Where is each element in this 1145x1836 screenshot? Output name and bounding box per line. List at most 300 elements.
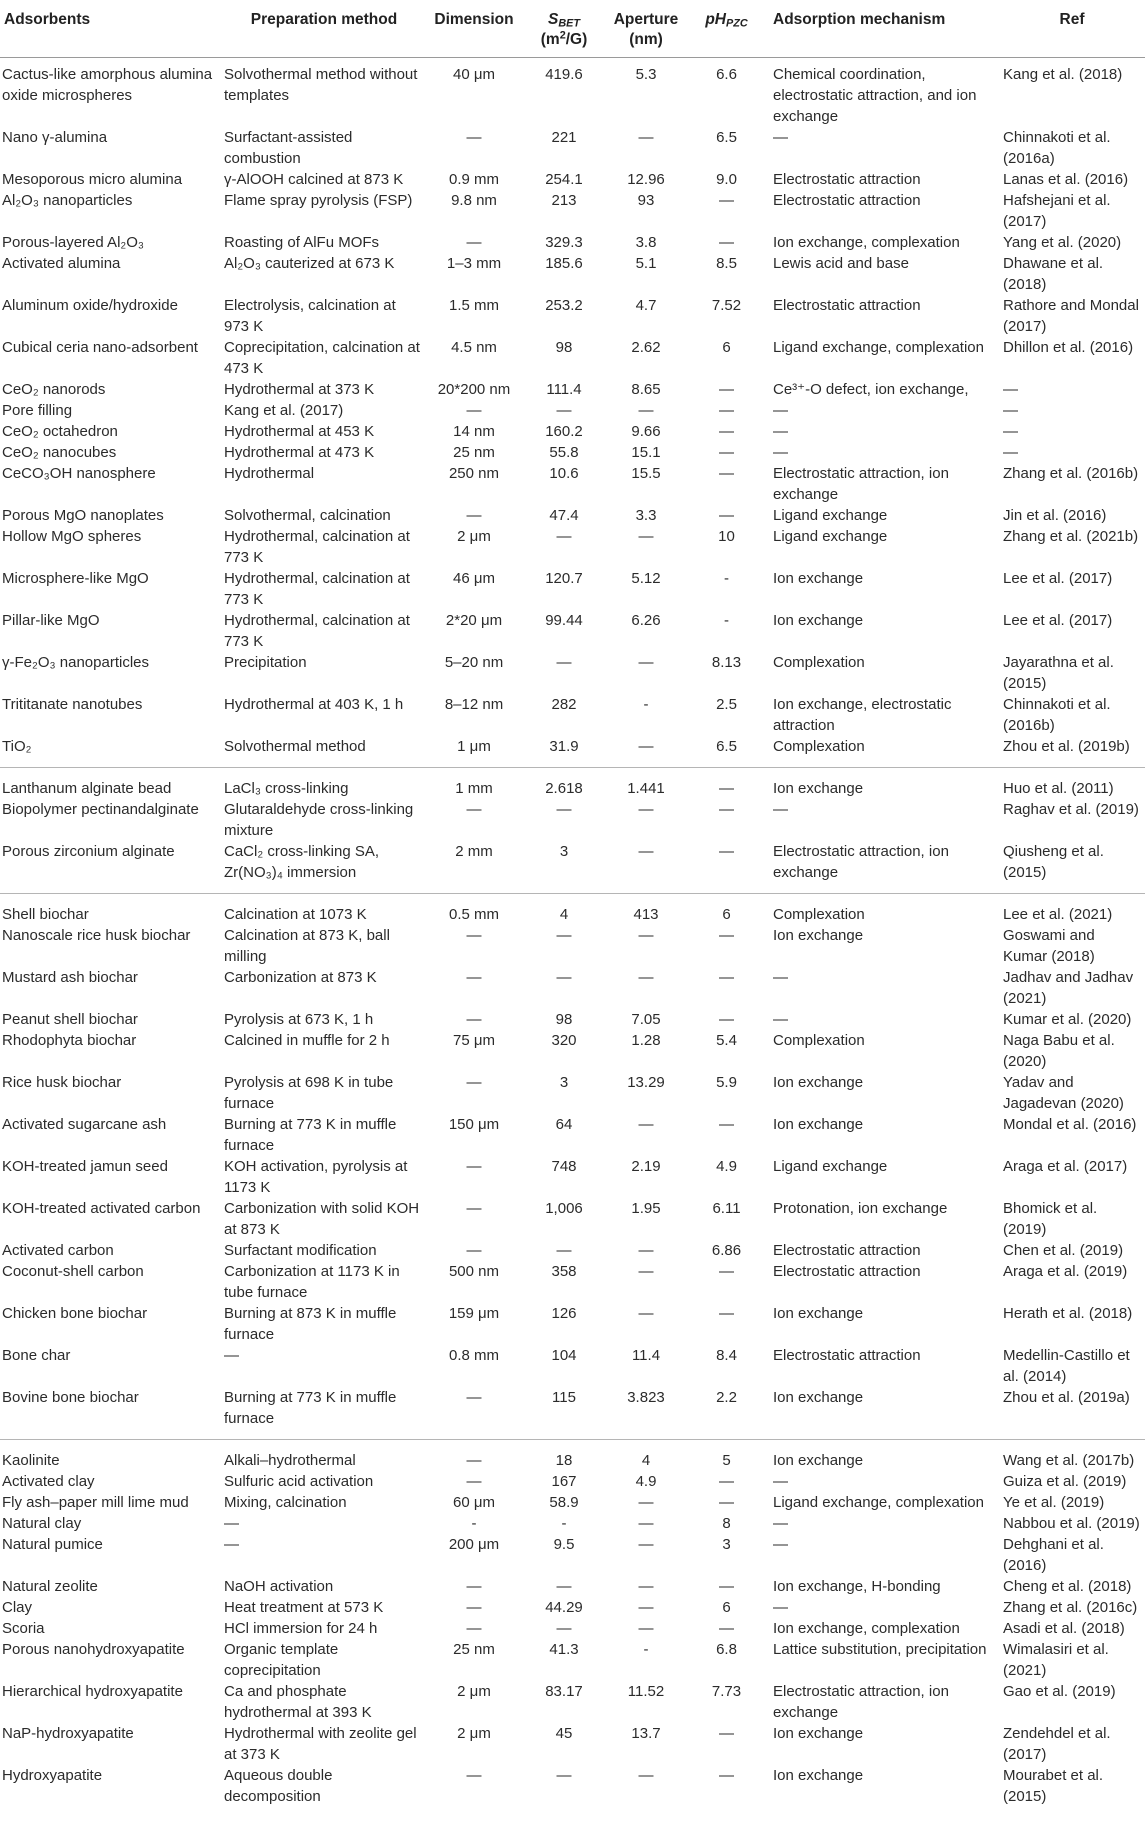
cell-phpzc: 6.86: [711, 1242, 742, 1259]
cell-dimension: 150 μm: [448, 1116, 500, 1133]
cell-phpzc: 6: [722, 906, 731, 923]
cell-adsorbent: KOH-treated jamun seed: [2, 1158, 168, 1175]
cell-ref: Yadav and Jagadevan (2020): [1003, 1074, 1124, 1112]
table-row: [0, 1072, 1145, 1114]
cell-preparation-method: Hydrothermal, calcination at 773 K: [224, 612, 410, 650]
table-row: [0, 694, 1145, 736]
cell-aperture: —: [638, 801, 654, 818]
table-row: [0, 1198, 1145, 1240]
cell-sbet: 41.3: [549, 1641, 579, 1658]
cell-sbet: 120.7: [545, 570, 583, 587]
cell-adsorbent: Clay: [2, 1599, 33, 1616]
cell-sbet: 55.8: [549, 444, 579, 461]
cell-dimension: —: [466, 1158, 482, 1175]
cell-adsorption-mechanism: —: [773, 444, 788, 461]
cell-aperture: 413: [633, 906, 659, 923]
cell-ref: Guiza et al. (2019): [1003, 1473, 1127, 1490]
cell-sbet: 253.2: [545, 297, 583, 314]
cell-preparation-method: Hydrothermal, calcination at 773 K: [224, 528, 410, 566]
cell-dimension: 2 μm: [457, 1683, 491, 1700]
cell-aperture: —: [638, 1116, 654, 1133]
table-row: [0, 967, 1145, 1009]
cell-preparation-method: Al₂O₃ cauterized at 673 K: [224, 255, 395, 272]
cell-phpzc: —: [719, 1116, 734, 1133]
cell-phpzc: 2.2: [716, 1389, 737, 1406]
cell-adsorption-mechanism: Ion exchange: [773, 1725, 864, 1742]
cell-adsorbent: Rhodophyta biochar: [2, 1032, 137, 1049]
cell-aperture: 15.5: [631, 465, 661, 482]
cell-phpzc: —: [719, 1725, 734, 1742]
cell-phpzc: —: [719, 1578, 734, 1595]
cell-adsorption-mechanism: Ion exchange: [773, 1389, 864, 1406]
table-row: [0, 400, 1145, 421]
table-row: [0, 1345, 1145, 1387]
cell-preparation-method: Precipitation: [224, 654, 307, 671]
table-row: [0, 1240, 1145, 1261]
table-row: [0, 1387, 1145, 1440]
cell-sbet: —: [556, 801, 572, 818]
cell-adsorption-mechanism: Complexation: [773, 738, 865, 755]
cell-phpzc: 2.5: [716, 696, 737, 713]
cell-ref: Chen et al. (2019): [1003, 1242, 1124, 1259]
cell-phpzc: —: [719, 1473, 734, 1490]
cell-aperture: 13.29: [627, 1074, 665, 1091]
cell-phpzc: 9.0: [716, 171, 737, 188]
cell-ref: Lanas et al. (2016): [1003, 171, 1129, 188]
cell-sbet: 98: [555, 339, 573, 356]
table-row: [0, 1009, 1145, 1030]
cell-preparation-method: Surfactant modification: [224, 1242, 377, 1259]
table-row: [0, 1261, 1145, 1303]
cell-preparation-method: Calcination at 873 K, ball milling: [224, 927, 390, 965]
cell-sbet: 31.9: [549, 738, 579, 755]
table-row: [0, 1639, 1145, 1681]
cell-adsorbent: Al₂O₃ nanoparticles: [2, 192, 133, 209]
cell-sbet: 167: [551, 1473, 577, 1490]
cell-phpzc: 5: [722, 1452, 731, 1469]
cell-aperture: —: [638, 843, 654, 860]
cell-preparation-method: Hydrothermal at 373 K: [224, 381, 375, 398]
cell-preparation-method: Carbonization with solid KOH at 873 K: [224, 1200, 420, 1238]
cell-dimension: —: [466, 801, 482, 818]
cell-adsorption-mechanism: —: [773, 969, 788, 986]
cell-dimension: 5–20 nm: [444, 654, 504, 671]
cell-preparation-method: Solvothermal method: [224, 738, 366, 755]
table-row: [0, 1681, 1145, 1723]
cell-sbet: —: [556, 654, 572, 671]
cell-sbet: 185.6: [545, 255, 583, 272]
cell-dimension: 25 nm: [453, 1641, 495, 1658]
header-preparation-method: Preparation method: [250, 11, 398, 28]
cell-ref: Medellin-Castillo et al. (2014): [1003, 1347, 1130, 1385]
cell-sbet: 329.3: [545, 234, 583, 251]
cell-dimension: —: [466, 1242, 482, 1259]
header-phpzc: $pH_{PZC}$: [705, 11, 748, 30]
cell-aperture: —: [638, 1620, 654, 1637]
cell-dimension: —: [466, 927, 482, 944]
cell-adsorption-mechanism: Ion exchange: [773, 1116, 864, 1133]
cell-dimension: —: [466, 969, 482, 986]
cell-phpzc: 6.5: [716, 129, 737, 146]
cell-ref: Araga et al. (2019): [1003, 1263, 1128, 1280]
cell-adsorption-mechanism: Ion exchange, electrostatic attraction: [773, 696, 952, 734]
cell-ref: Zendehdel et al. (2017): [1003, 1725, 1111, 1763]
cell-adsorbent: Porous zirconium alginate: [2, 843, 175, 860]
cell-dimension: -: [471, 1515, 477, 1532]
cell-adsorption-mechanism: Ion exchange, H-bonding: [773, 1578, 941, 1595]
cell-preparation-method: Sulfuric acid activation: [224, 1473, 374, 1490]
cell-adsorption-mechanism: —: [773, 1473, 788, 1490]
cell-preparation-method: Pyrolysis at 673 K, 1 h: [224, 1011, 374, 1028]
cell-phpzc: —: [719, 1494, 734, 1511]
cell-ref: Mourabet et al. (2015): [1003, 1767, 1104, 1805]
cell-phpzc: 5.4: [716, 1032, 737, 1049]
cell-adsorption-mechanism: Ion exchange: [773, 570, 864, 587]
cell-ref: Naga Babu et al. (2020): [1003, 1032, 1115, 1070]
cell-adsorption-mechanism: Electrostatic attraction: [773, 1347, 921, 1364]
table-row: [0, 1576, 1145, 1597]
cell-dimension: 9.8 nm: [451, 192, 497, 209]
cell-sbet: 10.6: [549, 465, 579, 482]
cell-aperture: 4.9: [635, 1473, 657, 1490]
cell-sbet: 358: [551, 1263, 577, 1280]
cell-adsorption-mechanism: Protonation, ion exchange: [773, 1200, 948, 1217]
cell-sbet: 1,006: [545, 1200, 583, 1217]
cell-dimension: —: [466, 1389, 482, 1406]
table-row: [0, 1513, 1145, 1534]
table-row: [0, 295, 1145, 337]
cell-phpzc: —: [719, 1767, 734, 1784]
cell-adsorption-mechanism: Lattice substitution, precipitation: [773, 1641, 987, 1658]
cell-phpzc: 8.5: [716, 255, 737, 272]
cell-aperture: 13.7: [631, 1725, 661, 1742]
cell-dimension: 0.9 mm: [448, 171, 499, 188]
cell-sbet: -: [561, 1515, 567, 1532]
cell-ref: Dhillon et al. (2016): [1003, 339, 1134, 356]
table-row: [0, 841, 1145, 894]
table-row: [0, 232, 1145, 253]
cell-aperture: —: [638, 1305, 654, 1322]
cell-dimension: —: [466, 1599, 482, 1616]
cell-sbet: 18: [555, 1452, 573, 1469]
cell-dimension: —: [466, 1578, 482, 1595]
cell-aperture: 93: [637, 192, 655, 209]
cell-sbet: —: [556, 528, 572, 545]
cell-aperture: -: [643, 696, 649, 713]
cell-adsorption-mechanism: —: [773, 129, 788, 146]
cell-dimension: 1 μm: [457, 738, 491, 755]
cell-sbet: 58.9: [549, 1494, 579, 1511]
cell-ref: Mondal et al. (2016): [1003, 1116, 1137, 1133]
cell-phpzc: 6.5: [716, 738, 737, 755]
cell-adsorption-mechanism: —: [773, 423, 788, 440]
cell-phpzc: —: [719, 381, 734, 398]
cell-preparation-method: Coprecipitation, calcination at 473 K: [224, 339, 420, 377]
table-row: [0, 1765, 1145, 1807]
cell-dimension: —: [466, 1074, 482, 1091]
cell-aperture: -: [643, 1641, 649, 1658]
cell-adsorption-mechanism: —: [773, 1599, 788, 1616]
cell-ref: —: [1003, 444, 1018, 461]
cell-dimension: 8–12 nm: [444, 696, 504, 713]
cell-dimension: 2 mm: [455, 843, 493, 860]
cell-ref: Goswami and Kumar (2018): [1003, 927, 1095, 965]
cell-sbet: —: [556, 1767, 572, 1784]
cell-aperture: 3.823: [627, 1389, 665, 1406]
cell-adsorbent: Activated alumina: [2, 255, 121, 272]
cell-aperture: 12.96: [627, 171, 665, 188]
cell-ref: Dhawane et al. (2018): [1003, 255, 1104, 293]
cell-adsorbent: TiO₂: [2, 738, 32, 755]
cell-dimension: 46 μm: [453, 570, 495, 587]
cell-adsorbent: Pillar-like MgO: [2, 612, 100, 629]
cell-adsorption-mechanism: —: [773, 1011, 788, 1028]
cell-dimension: 0.5 mm: [448, 906, 499, 923]
cell-phpzc: —: [719, 465, 734, 482]
cell-ref: Asadi et al. (2018): [1003, 1620, 1125, 1637]
cell-phpzc: —: [719, 192, 734, 209]
cell-aperture: —: [638, 1536, 654, 1553]
table-row: [0, 568, 1145, 610]
cell-preparation-method: Aqueous double decomposition: [224, 1767, 333, 1805]
cell-sbet: 9.5: [553, 1536, 575, 1553]
cell-aperture: —: [638, 1242, 654, 1259]
cell-adsorption-mechanism: Ion exchange: [773, 780, 864, 797]
cell-preparation-method: Solvothermal, calcination: [224, 507, 391, 524]
cell-preparation-method: Organic template coprecipitation: [224, 1641, 339, 1679]
cell-adsorbent: Porous-layered Al₂O₃: [2, 234, 144, 251]
table-row: [0, 652, 1145, 694]
cell-ref: Ye et al. (2019): [1003, 1494, 1105, 1511]
cell-dimension: —: [466, 1473, 482, 1490]
table-row: [0, 169, 1145, 190]
cell-adsorption-mechanism: —: [773, 801, 788, 818]
cell-adsorbent: Biopolymer pectinandalginate: [2, 801, 199, 818]
cell-sbet: 111.4: [546, 381, 582, 398]
cell-phpzc: —: [719, 1305, 734, 1322]
cell-sbet: 44.29: [545, 1599, 583, 1616]
table-row: [0, 379, 1145, 400]
cell-adsorbent: Pore filling: [2, 402, 73, 419]
cell-aperture: 5.3: [635, 66, 657, 83]
cell-adsorbent: Natural clay: [2, 1515, 82, 1532]
cell-adsorbent: Natural zeolite: [2, 1578, 98, 1595]
cell-adsorbent: Porous MgO nanoplates: [2, 507, 164, 524]
cell-adsorption-mechanism: Ligand exchange: [773, 507, 888, 524]
cell-phpzc: 6.8: [716, 1641, 737, 1658]
cell-ref: Lee et al. (2021): [1003, 906, 1113, 923]
cell-ref: Herath et al. (2018): [1003, 1305, 1133, 1322]
cell-dimension: 1–3 mm: [446, 255, 502, 272]
cell-ref: Cheng et al. (2018): [1003, 1578, 1132, 1595]
table-row: [0, 1492, 1145, 1513]
cell-sbet: 64: [555, 1116, 573, 1133]
cell-phpzc: —: [719, 507, 734, 524]
cell-adsorbent: Hydroxyapatite: [2, 1767, 103, 1784]
cell-aperture: —: [638, 969, 654, 986]
cell-ref: Nabbou et al. (2019): [1003, 1515, 1140, 1532]
cell-preparation-method: Electrolysis, calcination at 973 K: [224, 297, 396, 335]
cell-phpzc: 8: [722, 1515, 731, 1532]
cell-phpzc: -: [724, 570, 729, 587]
cell-adsorbent: Nano γ-alumina: [2, 129, 108, 146]
cell-ref: Bhomick et al. (2019): [1003, 1200, 1098, 1238]
cell-preparation-method: Hydrothermal at 403 K, 1 h: [224, 696, 404, 713]
cell-adsorbent: Microsphere-like MgO: [2, 570, 149, 587]
cell-dimension: —: [466, 234, 482, 251]
cell-adsorption-mechanism: Lewis acid and base: [773, 255, 909, 272]
cell-ref: Chinnakoti et al. (2016b): [1003, 696, 1111, 734]
cell-ref: Lee et al. (2017): [1003, 612, 1113, 629]
cell-phpzc: 8.13: [711, 654, 742, 671]
cell-aperture: 15.1: [631, 444, 661, 461]
cell-sbet: 45: [555, 1725, 573, 1742]
cell-adsorbent: Kaolinite: [2, 1452, 60, 1469]
cell-ref: Yang et al. (2020): [1003, 234, 1122, 251]
cell-adsorbent: Activated sugarcane ash: [2, 1116, 167, 1133]
cell-adsorption-mechanism: Electrostatic attraction: [773, 1242, 921, 1259]
cell-dimension: 2 μm: [457, 1725, 491, 1742]
cell-sbet: 3: [559, 1074, 569, 1091]
cell-sbet: —: [556, 402, 572, 419]
cell-sbet: 115: [552, 1389, 576, 1406]
cell-sbet: 282: [551, 696, 577, 713]
cell-aperture: 4: [641, 1452, 651, 1469]
cell-adsorption-mechanism: Electrostatic attraction: [773, 171, 921, 188]
cell-adsorbent: KOH-treated activated carbon: [2, 1200, 201, 1217]
cell-sbet: —: [556, 969, 572, 986]
cell-adsorbent: Activated carbon: [2, 1242, 114, 1259]
cell-dimension: —: [466, 1767, 482, 1784]
cell-adsorption-mechanism: Ion exchange, complexation: [773, 1620, 960, 1637]
cell-adsorption-mechanism: Ion exchange: [773, 1305, 864, 1322]
cell-dimension: 2 μm: [457, 528, 491, 545]
cell-aperture: 1.441: [627, 780, 665, 797]
cell-aperture: —: [638, 1767, 654, 1784]
cell-sbet: 47.4: [549, 507, 579, 524]
cell-dimension: 1 mm: [455, 780, 493, 797]
cell-sbet: 3: [559, 843, 569, 860]
cell-phpzc: —: [719, 780, 734, 797]
cell-aperture: 2.62: [631, 339, 661, 356]
cell-adsorbent: Mustard ash biochar: [2, 969, 138, 986]
cell-dimension: 2*20 μm: [445, 612, 503, 629]
cell-preparation-method: Hydrothermal, calcination at 773 K: [224, 570, 410, 608]
table-row: [0, 1114, 1145, 1156]
table-row: [0, 58, 1145, 128]
cell-phpzc: —: [719, 234, 734, 251]
cell-ref: Araga et al. (2017): [1003, 1158, 1128, 1175]
cell-preparation-method: KOH activation, pyrolysis at 1173 K: [224, 1158, 408, 1196]
cell-aperture: 5.12: [631, 570, 661, 587]
cell-preparation-method: —: [224, 1347, 239, 1364]
table-row: [0, 1303, 1145, 1345]
cell-aperture: —: [638, 1515, 654, 1532]
cell-sbet: 99.44: [545, 612, 583, 629]
cell-adsorption-mechanism: Ion exchange: [773, 1074, 864, 1091]
cell-preparation-method: CaCl₂ cross-linking SA, Zr(NO₃)₄ immersion: [224, 843, 380, 881]
cell-adsorbent: CeO₂ octahedron: [2, 423, 118, 440]
cell-dimension: 4.5 nm: [451, 339, 497, 356]
cell-preparation-method: γ-AlOOH calcined at 873 K: [224, 171, 404, 188]
cell-adsorbent: Rice husk biochar: [2, 1074, 122, 1091]
cell-adsorption-mechanism: Ion exchange: [773, 1452, 864, 1469]
cell-dimension: 40 μm: [453, 66, 495, 83]
header-dimension: Dimension: [434, 11, 514, 28]
table-row: [0, 894, 1145, 926]
cell-preparation-method: Calcined in muffle for 2 h: [224, 1032, 390, 1049]
cell-adsorption-mechanism: Ion exchange, complexation: [773, 234, 960, 251]
cell-ref: Zhang et al. (2016b): [1003, 465, 1139, 482]
table-row: [0, 610, 1145, 652]
cell-aperture: —: [638, 1578, 654, 1595]
cell-aperture: —: [638, 927, 654, 944]
cell-ref: Jadhav and Jadhav (2021): [1003, 969, 1134, 1007]
cell-adsorbent: CeO₂ nanocubes: [2, 444, 117, 461]
cell-dimension: 1.5 mm: [448, 297, 499, 314]
cell-dimension: 60 μm: [453, 1494, 495, 1511]
cell-aperture: 3.3: [635, 507, 657, 524]
table-row: [0, 127, 1145, 169]
table-row: [0, 736, 1145, 768]
cell-phpzc: 6.6: [716, 66, 737, 83]
cell-preparation-method: Burning at 873 K in muffle furnace: [224, 1305, 397, 1343]
cell-phpzc: 7.52: [711, 297, 742, 314]
cell-adsorbent: Hollow MgO spheres: [2, 528, 142, 545]
cell-aperture: —: [638, 1494, 654, 1511]
cell-sbet: 213: [551, 192, 577, 209]
cell-preparation-method: Heat treatment at 573 K: [224, 1599, 384, 1616]
cell-adsorbent: Trititanate nanotubes: [2, 696, 143, 713]
cell-adsorption-mechanism: Complexation: [773, 654, 865, 671]
cell-adsorption-mechanism: —: [773, 402, 788, 419]
cell-sbet: 104: [551, 1347, 577, 1364]
cell-aperture: 2.19: [631, 1158, 661, 1175]
cell-phpzc: —: [719, 423, 734, 440]
cell-ref: Jayarathna et al. (2015): [1003, 654, 1114, 692]
header-aperture: Aperture (nm): [613, 11, 679, 48]
cell-dimension: 75 μm: [453, 1032, 495, 1049]
table-row: [0, 1471, 1145, 1492]
table-row: [0, 1723, 1145, 1765]
table-row: [0, 253, 1145, 295]
cell-dimension: 500 nm: [448, 1263, 500, 1280]
cell-phpzc: 5.9: [716, 1074, 737, 1091]
cell-aperture: 8.65: [631, 381, 661, 398]
cell-sbet: 126: [551, 1305, 577, 1322]
table-row: [0, 1030, 1145, 1072]
cell-aperture: 1.95: [631, 1200, 661, 1217]
cell-preparation-method: Ca and phosphate hydrothermal at 393 K: [224, 1683, 372, 1721]
cell-phpzc: -: [724, 612, 729, 629]
cell-ref: Raghav et al. (2019): [1003, 801, 1139, 818]
cell-adsorbent: CeO₂ nanorods: [2, 381, 106, 398]
cell-sbet: 748: [551, 1158, 577, 1175]
table-row: [0, 1156, 1145, 1198]
cell-preparation-method: Carbonization at 1173 K in tube furnace: [224, 1263, 400, 1301]
cell-preparation-method: Surfactant-assisted combustion: [224, 129, 353, 167]
cell-ref: Huo et al. (2011): [1003, 780, 1114, 797]
cell-adsorbent: Chicken bone biochar: [2, 1305, 148, 1322]
cell-ref: Lee et al. (2017): [1003, 570, 1113, 587]
cell-sbet: —: [556, 1620, 572, 1637]
cell-adsorption-mechanism: Electrostatic attraction: [773, 297, 921, 314]
table-row: [0, 799, 1145, 841]
table-row: [0, 463, 1145, 505]
cell-adsorbent: Mesoporous micro alumina: [2, 171, 183, 188]
cell-preparation-method: Carbonization at 873 K: [224, 969, 377, 986]
cell-dimension: —: [466, 402, 482, 419]
